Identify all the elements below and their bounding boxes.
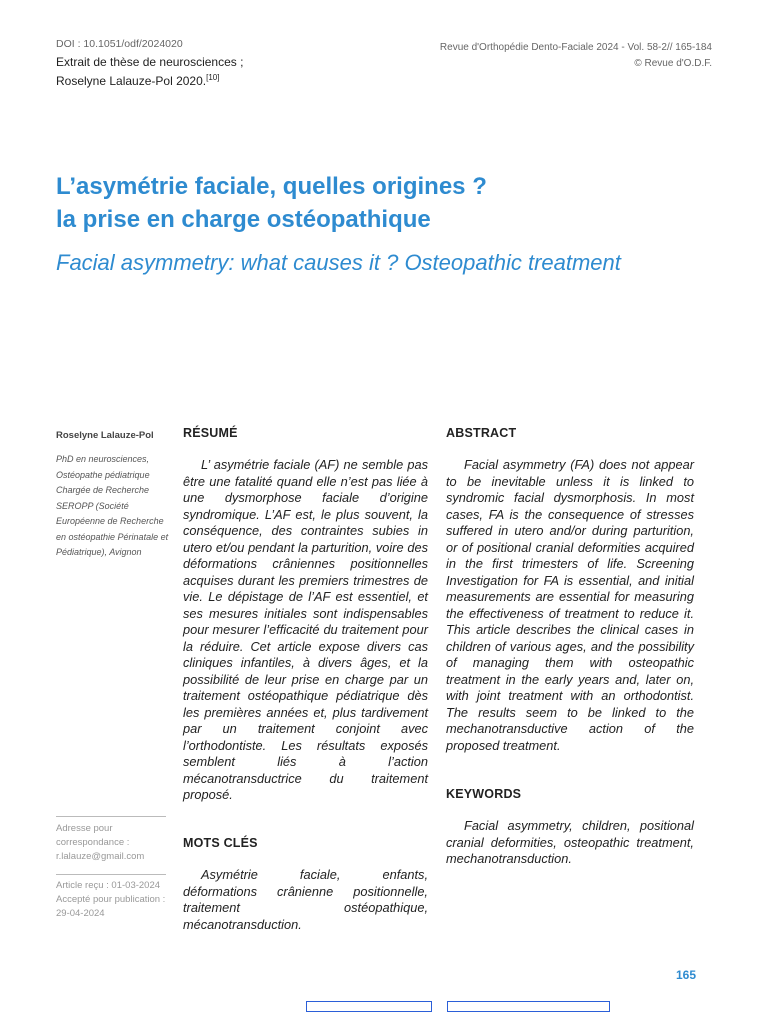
article-title	[56, 170, 716, 236]
thesis-extract	[56, 55, 316, 89]
received-date: Article reçu : 01-03-2024	[56, 880, 161, 891]
mots-cles-body	[183, 867, 428, 933]
correspondence-block	[56, 822, 171, 864]
author-name: Roselyne Lalauze-Pol	[56, 430, 154, 441]
resume-section	[183, 426, 428, 804]
sidebar-divider	[56, 874, 166, 875]
keywords-text: Facial asymmetry, children, positional cranial deformities, osteopathic treatment, mechanotransduction.	[446, 818, 694, 866]
journal-citation: Revue d'Orthopédie Dento-Faciale 2024 - Vol. 58-2// 165-184	[439, 42, 712, 53]
footer-bar-left	[306, 1001, 432, 1012]
keywords-heading: KEYWORDS	[446, 787, 522, 801]
extract-line1: Extrait de thèse de neurosciences ;	[56, 55, 244, 69]
abstract-body	[446, 457, 694, 754]
title-line2: la prise en charge ostéopathique	[56, 206, 431, 233]
mots-cles-section	[183, 836, 428, 933]
author-affiliation: PhD en neurosciences, Ostéopathe pédiatrique Chargée de Recherche SEROPP (Société Européenne de Recherche en ostéopathie Périnatale et Pédiatrique), Avignon	[56, 454, 169, 557]
extract-line2: Roselyne Lalauze-Pol 2020.	[56, 74, 207, 88]
copyright: © Revue d'O.D.F.	[634, 58, 712, 69]
page-number: 165	[675, 968, 696, 982]
resume-body	[183, 457, 428, 804]
keywords-body	[446, 818, 694, 868]
correspondence-email[interactable]: r.lalauze@gmail.com	[56, 851, 145, 862]
correspondence-label: Adresse pour correspondance :	[56, 823, 130, 848]
resume-text: L’ asymétrie faciale (AF) ne semble pas être une fatalité quand elle n’est pas liée à une dysmorphose faciale d’origine syndromique. L’AF est, le plus souvent, la conséquence, des contraintes subies in utero et/ou pendant la parturition, voire des déformations crâniennes positionnelles acquises durant les premiers trimestres de vie. Le dépistage de l’AF est essentiel, et ses mesures initiales sont indispensables pour mesurer l’efficacité du traitement pour la réduire. Cet article expose divers cas cliniques infantiles, à divers âges, et la possibilité de leur prise en charge par un traitement ostéopathique pédiatrique dès les premières années et, plus tardivement par un traitement conjoint avec l’orthodontiste. Les résultats exposés semblent liés à l’action mécanotransductrice du traitement proposé.	[183, 457, 428, 802]
dates-block	[56, 879, 171, 921]
sidebar-divider	[56, 816, 166, 817]
abstract-section	[446, 426, 694, 754]
title-line1: L’asymétrie faciale, quelles origines ?	[56, 173, 487, 200]
keywords-section	[446, 787, 694, 868]
abstract-text: Facial asymmetry (FA) does not appear to be inevitable unless it is linked to syndromic facial dysmorphosis. In most cases, FA is the consequence of stresses suffered in utero and/or during parturition, or of positional cranial deformities acquired in the first trimesters of life. Screening Investigation for FA is essential, and initial measurements are essential for measuring the effectiveness of treatment to reduce it. This article describes the clinical cases in children of various ages, and the possibility of managing them with osteopathic treatment in the early years and, later on, with joint treatment with an orthodontist. The results seem to be linked to the mechanotransductive action of the proposed treatment.	[446, 457, 694, 753]
mots-cles-text: Asymétrie faciale, enfants, déformations crânienne positionnelle, traitement ostéopathique, mécanotransduction.	[183, 867, 428, 932]
extract-reference: [10]	[206, 73, 220, 82]
accepted-date: Accepté pour publication : 29-04-2024	[56, 894, 166, 919]
doi: DOI : 10.1051/odf/2024020	[56, 38, 183, 50]
english-title: Facial asymmetry: what causes it ? Osteopathic treatment	[56, 250, 621, 275]
journal-info	[440, 40, 712, 72]
footer-bar-right	[447, 1001, 610, 1012]
resume-heading: RÉSUMÉ	[183, 426, 238, 440]
mots-cles-heading: MOTS CLÉS	[183, 836, 258, 850]
abstract-heading: ABSTRACT	[446, 426, 517, 440]
